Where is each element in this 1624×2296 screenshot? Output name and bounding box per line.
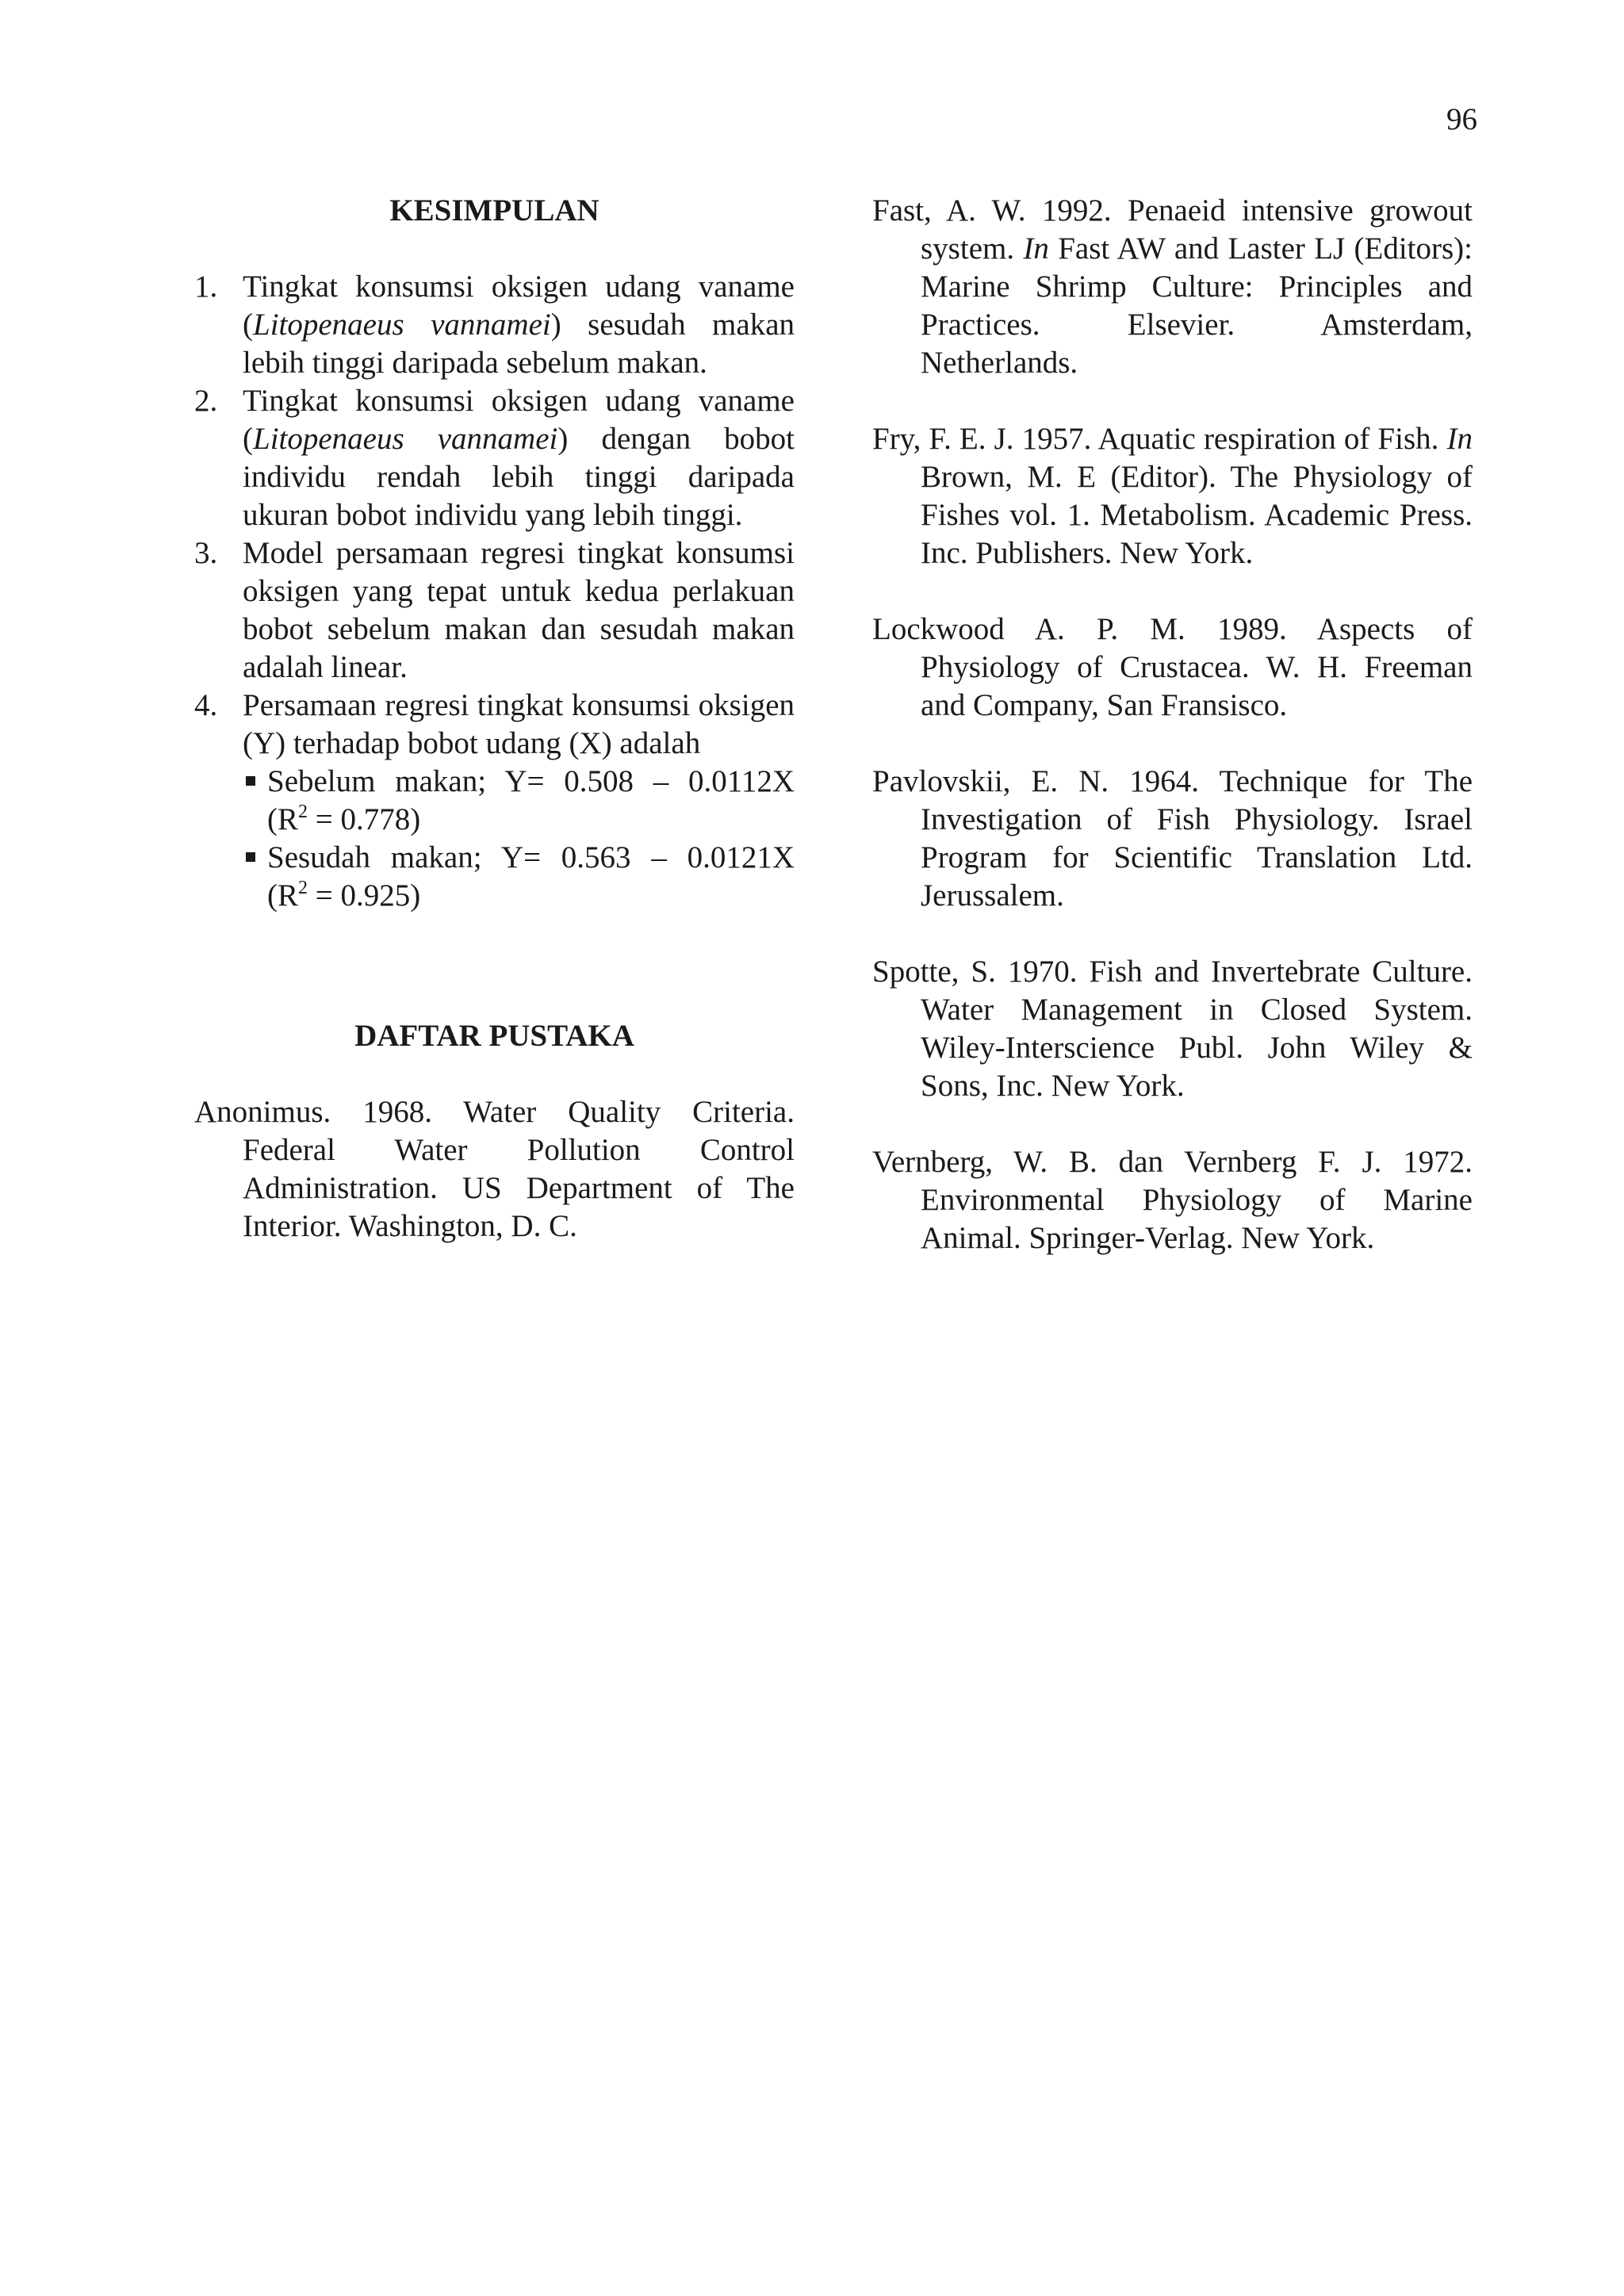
conclusions-list [194, 268, 795, 915]
r-squared: $(R^2 = 0.778)$ [267, 802, 421, 836]
reference-entry: Vernberg, W. B. dan Vernberg F. J. 1972. Environmental Physiology of Marine Animal. Springer-Verlag. New York. [872, 1145, 1473, 1255]
reference-entry: Anonimus. 1968. Water Quality Criteria. Federal Water Pollution Control Administration. US Department of The Interior. Washington, D. C. [194, 1095, 795, 1243]
conclusion-item [194, 534, 795, 687]
reference-entry: Spotte, S. 1970. Fish and Invertebrate Culture. Water Management in Closed System. Wiley-Interscience Publ. John Wiley & Sons, Inc. New York. [872, 955, 1473, 1103]
reference-entry: Lockwood A. P. M. 1989. Aspects of Physiology of Crustacea. W. H. Freeman and Company, San Fransisco. [872, 612, 1473, 722]
conclusion-item [194, 687, 795, 915]
conclusion-number: 1. [194, 270, 218, 304]
equation-item [243, 839, 795, 915]
r-squared: $(R^2 = 0.925)$ [267, 878, 421, 913]
equation-list [243, 763, 795, 915]
equation-item [243, 763, 795, 839]
conclusion-item [194, 268, 795, 382]
conclusion-text: Tingkat konsumsi oksigen udang vaname (Litopenaeus vannamei) dengan bobot individu rendah lebih tinggi daripada ukuran bobot individu yang lebih tinggi. [243, 384, 795, 532]
conclusion-number: 4. [194, 688, 218, 722]
right-column [872, 192, 1473, 1257]
reference-entry: Fast, A. W. 1992. Penaeid intensive growout system. In Fast AW and Laster LJ (Editors): Marine Shrimp Culture: Principles and Practices. Elsevier. Amsterdam, Netherlands. [872, 193, 1473, 380]
conclusions-heading: KESIMPULAN [389, 193, 599, 228]
conclusion-text: Tingkat konsumsi oksigen udang vaname (Litopenaeus vannamei) sesudah makan lebih tinggi daripada sebelum makan. [243, 270, 795, 380]
conclusion-number: 3. [194, 536, 218, 570]
equation-text: Sebelum makan; Y= 0.508 – 0.0112X [267, 764, 795, 798]
page-number: 96 [1446, 102, 1477, 136]
conclusion-text: Persamaan regresi tingkat konsumsi oksigen (Y) terhadap bobot udang (X) adalah [243, 688, 795, 760]
species-name: Litopenaeus vannamei [253, 422, 558, 456]
conclusion-text: Model persamaan regresi tingkat konsumsi oksigen yang tepat untuk kedua perlakuan bobot sebelum makan dan sesudah makan adalah linear. [243, 536, 795, 684]
equation-text: Sesudah makan; Y= 0.563 – 0.0121X [267, 840, 795, 874]
reference-entry: Fry, F. E. J. 1957. Aquatic respiration of Fish. In Brown, M. E (Editor). The Physiology of Fishes vol. 1. Metabolism. Academic Press. Inc. Publishers. New York. [872, 422, 1473, 570]
species-name: Litopenaeus vannamei [253, 308, 551, 342]
conclusion-item [194, 382, 795, 534]
left-column [194, 192, 795, 1246]
square-bullet-icon [246, 776, 255, 786]
references-heading: DAFTAR PUSTAKA [354, 1019, 634, 1053]
reference-entry: Pavlovskii, E. N. 1964. Technique for The Investigation of Fish Physiology. Israel Program for Scientific Translation Ltd. Jerussalem. [872, 764, 1473, 913]
square-bullet-icon [246, 852, 255, 862]
conclusion-number: 2. [194, 384, 218, 418]
